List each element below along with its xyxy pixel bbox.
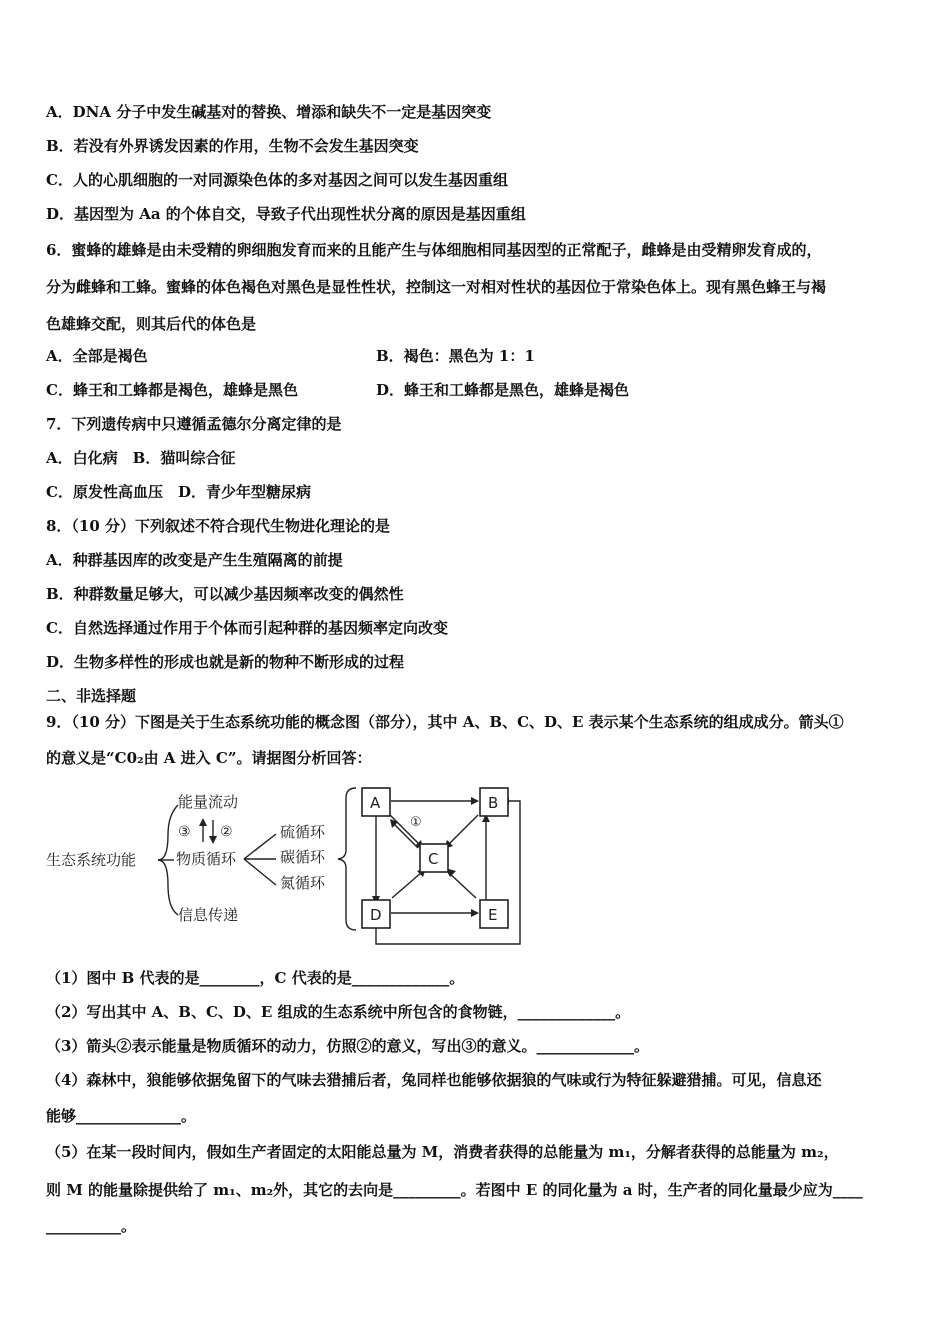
- diagram-root-label: 生态系统功能: [46, 851, 137, 869]
- big-brace: [338, 788, 356, 930]
- q5-option-d: D．基因型为 Aa 的个体自交，导致子代出现性状分离的原因是基因重组: [46, 205, 526, 223]
- q8-stem: 8．（10 分）下列叙述不符合现代生物进化理论的是: [46, 517, 391, 535]
- q8-option-c: C．自然选择通过作用于个体而引起种群的基因频率定向改变: [46, 619, 448, 637]
- diagram-carbon-label: 碳循环: [280, 848, 326, 866]
- q5-option-b: B．若没有外界诱发因素的作用，生物不会发生基因突变: [46, 137, 419, 155]
- q8-option-d: D．生物多样性的形成也就是新的物种不断形成的过程: [46, 653, 405, 671]
- q8-option-a: A．种群基因库的改变是产生生殖隔离的前提: [46, 551, 343, 569]
- brace-to-nitrogen: [244, 859, 276, 885]
- q6-option-b: B．褐色：黑色为 1：1: [376, 347, 535, 365]
- brace-to-info: [158, 860, 178, 915]
- q5-option-a: A．DNA 分子中发生碱基对的替换、增添和缺失不一定是基因突变: [46, 103, 492, 121]
- q9-sub4-line1: （4）森林中，狼能够依据兔留下的气味去猎捕后者，兔同样也能够依据狼的气味或行为特征躲避猎捕。可见，信息还: [46, 1071, 822, 1089]
- q7-options-ab: A．白化病 B．猫叫综合征: [46, 449, 236, 467]
- q6-options-row2: [46, 380, 906, 400]
- diagram-sulfur-label: 硫循环: [280, 823, 326, 841]
- q6-option-d: D．蜂王和工蜂都是黑色，雄蜂是褐色: [376, 381, 630, 399]
- node-b-label: B: [488, 794, 499, 812]
- section-heading: 二、非选择题: [46, 687, 137, 705]
- q9-stem-line1: 9．（10 分）下图是关于生态系统功能的概念图（部分），其中 A、B、C、D、E 表示某个生态系统的组成成分。箭头①: [46, 713, 844, 731]
- node-a-label: A: [370, 794, 381, 812]
- q6-stem-line1: 6．蜜蜂的雄蜂是由未受精的卵细胞发育而来的且能产生与体细胞相同基因型的正常配子，雌蜂是由受精卵发育成的，: [46, 241, 822, 259]
- node-d-label: D: [370, 906, 382, 924]
- brace-to-energy: [158, 805, 178, 860]
- q9-sub5-line1: （5）在某一段时间内，假如生产者固定的太阳能总量为 M，消费者获得的总能量为 m₁，分解者获得的总能量为 m₂，: [46, 1143, 839, 1161]
- arrow-up-head: [199, 818, 207, 826]
- diagram-material-label: 物质循环: [176, 850, 237, 868]
- diagram-arrow3-label: ③: [178, 824, 191, 840]
- q7-options-cd: C．原发性高血压 D．青少年型糖尿病: [46, 483, 311, 501]
- q9-sub5-line2: 则 M 的能量除提供给了 m₁、m₂外，其它的去向是_________。若图中 E 的同化量为 a 时，生产者的同化量最少应为____: [46, 1181, 863, 1199]
- edge-d-c: [392, 872, 422, 898]
- diagram-arrow2-label: ②: [220, 824, 233, 840]
- diagram-info-label: 信息传递: [178, 906, 239, 924]
- arrow-down-head: [209, 836, 217, 844]
- ecosystem-concept-diagram: [46, 780, 526, 950]
- q6-options-row1: [46, 346, 906, 366]
- q9-sub2: （2）写出其中 A、B、C、D、E 组成的生态系统中所包含的食物链，_____________。: [46, 1003, 631, 1021]
- edge-d-e-head: [471, 909, 479, 917]
- edge-b-c: [448, 815, 478, 845]
- q8-option-b: B．种群数量足够大，可以减少基因频率改变的偶然性: [46, 585, 404, 603]
- q9-sub5-line3: __________。: [46, 1217, 137, 1235]
- diagram-energy-label: 能量流动: [178, 793, 239, 811]
- q7-stem: 7．下列遗传病中只遵循孟德尔分离定律的是: [46, 415, 342, 433]
- node-c-label: C: [428, 850, 439, 868]
- q6-option-c: C．蜂王和工蜂都是褐色，雄蜂是黑色: [46, 381, 298, 399]
- node-e-label: E: [488, 906, 498, 924]
- q9-sub3: （3）箭头②表示能量是物质循环的动力，仿照②的意义，写出③的意义。_____________。: [46, 1037, 649, 1055]
- q9-sub4-line2: 能够______________。: [46, 1107, 197, 1125]
- edge-a-b-head: [471, 797, 479, 805]
- diagram-nitrogen-label: 氮循环: [280, 874, 326, 892]
- q9-stem-line2: 的意义是“C0₂由 A 进入 C”。请据图分析回答：: [46, 749, 372, 767]
- diagram-arrow1-label: ①: [410, 815, 422, 830]
- q6-option-a: A．全部是褐色: [46, 347, 148, 365]
- q5-option-c: C．人的心肌细胞的一对同源染色体的多对基因之间可以发生基因重组: [46, 171, 508, 189]
- brace-to-sulfur: [244, 834, 276, 859]
- q6-stem-line3: 色雄蜂交配，则其后代的体色是: [46, 315, 257, 333]
- q6-stem-line2: 分为雌蜂和工蜂。蜜蜂的体色褐色对黑色是显性性状，控制这一对相对性状的基因位于常染色体上。现有黑色蜂王与褐: [46, 278, 827, 296]
- q9-sub1: （1）图中 B 代表的是________，C 代表的是_____________。: [46, 969, 465, 987]
- edge-e-c: [448, 872, 476, 898]
